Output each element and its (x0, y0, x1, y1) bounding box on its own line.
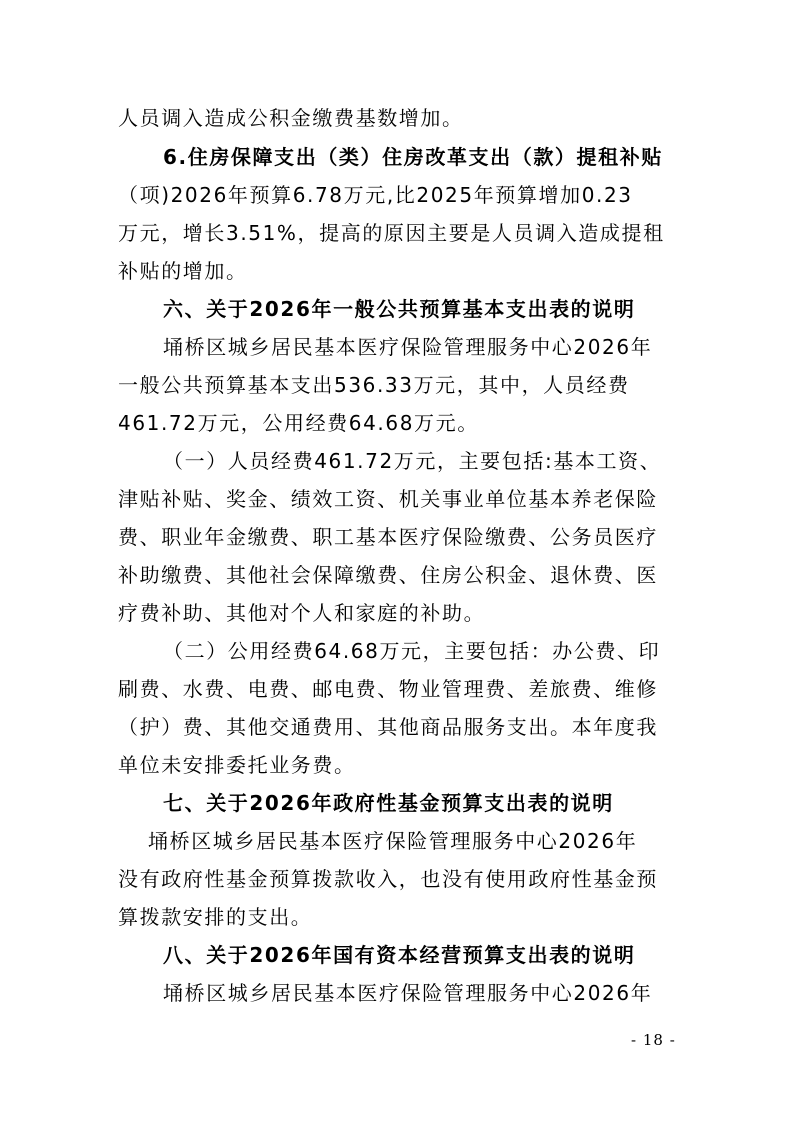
text-line: 刷费、水费、电费、邮电费、物业管理费、差旅费、维修 (118, 677, 658, 701)
text-line: （二）公用经费64.68万元，主要包括：办公费、印 (163, 639, 661, 663)
text-line: 算拨款安排的支出。 (118, 905, 313, 929)
section-heading: 七、关于2026年政府性基金预算支出表的说明 (163, 791, 614, 815)
text-line: 万元，增长3.51%，提高的原因主要是人员调入造成提租 (118, 221, 665, 245)
text-line: 补助缴费、其他社会保障缴费、住房公积金、退休费、医 (118, 563, 658, 587)
text-line: 埇桥区城乡居民基本医疗保险管理服务中心2026年 (163, 335, 653, 359)
section-heading: 八、关于2026年国有资本经营预算支出表的说明 (163, 943, 636, 967)
text-line: 疗费补助、其他对个人和家庭的补助。 (118, 601, 486, 625)
text-line: （项)2026年预算6.78万元,比2025年预算增加0.23 (118, 183, 633, 207)
text-line: 一般公共预算基本支出536.33万元，其中，人员经费 (118, 373, 630, 397)
text-line: 费、职业年金缴费、职工基本医疗保险缴费、公务员医疗 (118, 525, 658, 549)
text-line: 没有政府性基金预算拨款收入，也没有使用政府性基金预 (118, 867, 658, 891)
text-line: （护）费、其他交通费用、其他商品服务支出。本年度我 (118, 715, 658, 739)
text-line: 补贴的增加。 (118, 259, 248, 283)
text-line: 津贴补贴、奖金、绩效工资、机关事业单位基本养老保险 (118, 487, 658, 511)
text-line: 单位未安排委托业务费。 (118, 753, 356, 777)
text-line: 461.72万元，公用经费64.68万元。 (118, 411, 479, 435)
text-line: 埇桥区城乡居民基本医疗保险管理服务中心2026年 (148, 829, 638, 853)
section-heading: 六、关于2026年一般公共预算基本支出表的说明 (163, 297, 636, 321)
text-line: 埇桥区城乡居民基本医疗保险管理服务中心2026年 (163, 981, 653, 1005)
page-number: - 18 - (631, 1031, 676, 1049)
text-line: 人员调入造成公积金缴费基数增加。 (118, 106, 464, 130)
text-line: （一）人员经费461.72万元，主要包括:基本工资、 (163, 449, 662, 473)
subsection-heading: 6.住房保障支出（类）住房改革支出（款）提租补贴 (163, 145, 663, 169)
